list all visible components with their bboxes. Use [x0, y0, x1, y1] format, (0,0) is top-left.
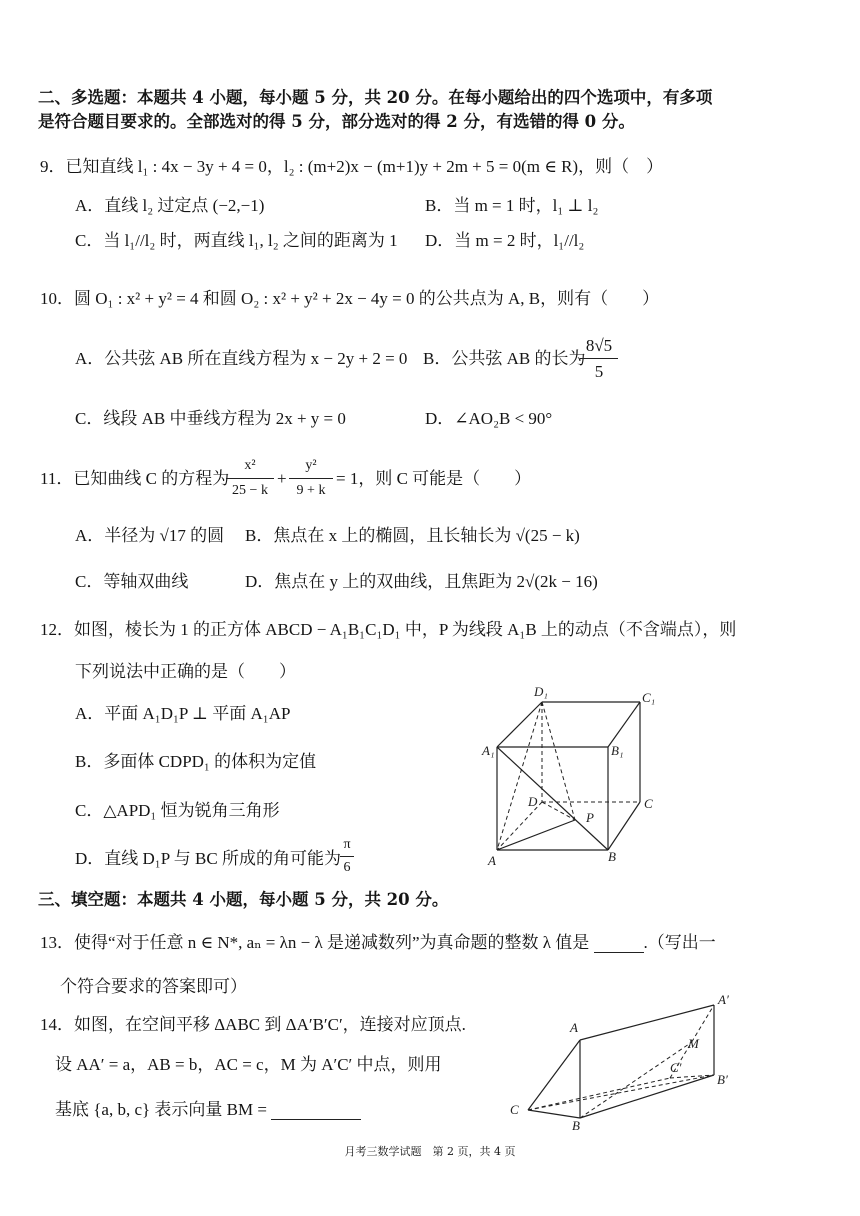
q13-answer-blank[interactable] [594, 936, 644, 953]
q12-stem-line-2: 下列说法中正确的是（ ） [75, 662, 296, 681]
prism-figure [500, 990, 760, 1135]
q11-stem-suffix: = 1，则 C 可能是（ ） [336, 469, 532, 488]
q12-option-d: D．直线 D₁P 与 BC 所成的角可能为 [75, 849, 341, 868]
cube-label-a: A [488, 853, 496, 868]
prism-label-b: B [572, 1118, 580, 1133]
page-footer: 月考三数学试题 第 2 页，共 4 页 [344, 1145, 516, 1158]
q13-line-1-prefix: 13．使得“对于任意 n ∈ N*, aₙ = λn − λ 是递减数列”为真命题的整数 λ 值是 [40, 933, 590, 952]
q11-option-a: A．半径为 √17 的圆 [75, 526, 225, 545]
q12-d-numerator: π [343, 837, 351, 852]
q12-option-b: B．多面体 CDPD₁ 的体积为定值 [75, 752, 317, 771]
q11-option-c: C．等轴双曲线 [75, 572, 189, 591]
prism-label-a: A [570, 1020, 578, 1035]
q9-option-d: D．当 m = 2 时，l₁//l₂ [425, 231, 585, 250]
q14-line-3-prefix: 基底 {a, b, c} 表示向量 BM = [55, 1100, 267, 1119]
prism-label-c-prime: C′ [670, 1060, 682, 1075]
q10-b-fraction-bar [580, 358, 618, 359]
q12-stem-line-1: 12．如图，棱长为 1 的正方体 ABCD − A₁B₁C₁D₁ 中，P 为线段 A₁B 上的动点（不含端点），则 [40, 620, 737, 639]
prism-label-a-prime: A′ [718, 992, 729, 1007]
q14-line-3 [55, 1100, 361, 1120]
q11-frac2-numerator: y² [305, 458, 317, 473]
q14-answer-blank[interactable] [271, 1103, 361, 1120]
prism-label-m: M [688, 1036, 699, 1051]
section-3-heading: 三、填空题：本题共 4 小题，每小题 5 分，共 20 分。 [38, 890, 449, 909]
q11-frac1-bar [226, 478, 274, 479]
q10-option-d: D．∠AO₂B < 90° [425, 409, 553, 428]
cube-label-d1: D₁ [534, 684, 548, 699]
q11-plus: + [277, 469, 287, 488]
q9-stem: 9．已知直线 l₁ : 4x − 3y + 4 = 0，l₂ : (m+2)x − (m+1)y + 2m + 5 = 0(m ∈ R)，则（ ） [40, 157, 664, 176]
q11-frac2-denominator: 9 + k [296, 483, 326, 498]
q11-stem-prefix: 11．已知曲线 C 的方程为 [40, 469, 230, 488]
q10-option-a: A．公共弦 AB 所在直线方程为 x − 2y + 2 = 0 [75, 349, 408, 368]
q10-option-c: C．线段 AB 中垂线方程为 2x + y = 0 [75, 409, 346, 428]
cube-label-d: D [528, 794, 538, 809]
cube-label-b1: B₁ [611, 743, 624, 758]
prism-label-b-prime: B′ [717, 1072, 728, 1087]
cube-label-b: B [608, 849, 616, 864]
q11-option-d: D．焦点在 y 上的双曲线，且焦距为 2√(2k − 16) [245, 572, 598, 591]
q11-option-b: B．焦点在 x 上的椭圆，且长轴长为 √(25 − k) [245, 526, 580, 545]
prism-label-c: C [510, 1102, 519, 1117]
q12-d-fraction-bar [340, 856, 354, 857]
q14-line-1: 14．如图，在空间平移 ΔABC 到 ΔA′B′C′，连接对应顶点. [40, 1015, 466, 1034]
cube-label-c1: C₁ [642, 690, 656, 705]
q14-line-2: 设 AA′ = a，AB = b，AC = c，M 为 A′C′ 中点，则用 [55, 1055, 442, 1074]
q13-line-1 [40, 933, 716, 953]
q13-line-2: 个符合要求的答案即可） [60, 977, 247, 996]
q9-option-a: A．直线 l₂ 过定点 (−2,−1) [75, 196, 265, 215]
q12-d-denominator: 6 [343, 860, 351, 875]
q11-frac1-denominator: 25 − k [232, 483, 268, 498]
cube-label-a1: A₁ [482, 743, 495, 758]
cube-label-p: P [586, 810, 594, 825]
q10-option-b-text: B．公共弦 AB 的长为 [423, 349, 586, 368]
q9-option-b: B．当 m = 1 时，l₁ ⊥ l₂ [425, 196, 599, 215]
q10-b-numerator: 8√5 [585, 336, 613, 355]
q10-stem: 10．圆 O₁ : x² + y² = 4 和圆 O₂ : x² + y² + 2x − 4y = 0 的公共点为 A, B，则有（ ） [40, 289, 660, 308]
cube-figure [470, 680, 670, 880]
q13-line-1-suffix: .（写出一 [643, 933, 716, 952]
q12-option-a: A．平面 A₁D₁P ⊥ 平面 A₁AP [75, 704, 291, 723]
section-2-heading-line-1: 二、多选题：本题共 4 小题，每小题 5 分，共 20 分。在每小题给出的四个选项中，有多项 [38, 88, 713, 107]
q9-option-c: C．当 l₁//l₂ 时，两直线 l₁, l₂ 之间的距离为 1 [75, 231, 398, 250]
q10-b-denominator: 5 [594, 362, 604, 381]
section-2-heading-line-2: 是符合题目要求的。全部选对的得 5 分，部分选对的得 2 分，有选错的得 0 分。 [38, 112, 635, 131]
q12-option-c: C．△APD₁ 恒为锐角三角形 [75, 801, 280, 820]
q11-frac1-numerator: x² [244, 458, 256, 473]
cube-label-c: C [644, 796, 653, 811]
q10-option-b [423, 349, 585, 369]
q11-frac2-bar [289, 478, 333, 479]
